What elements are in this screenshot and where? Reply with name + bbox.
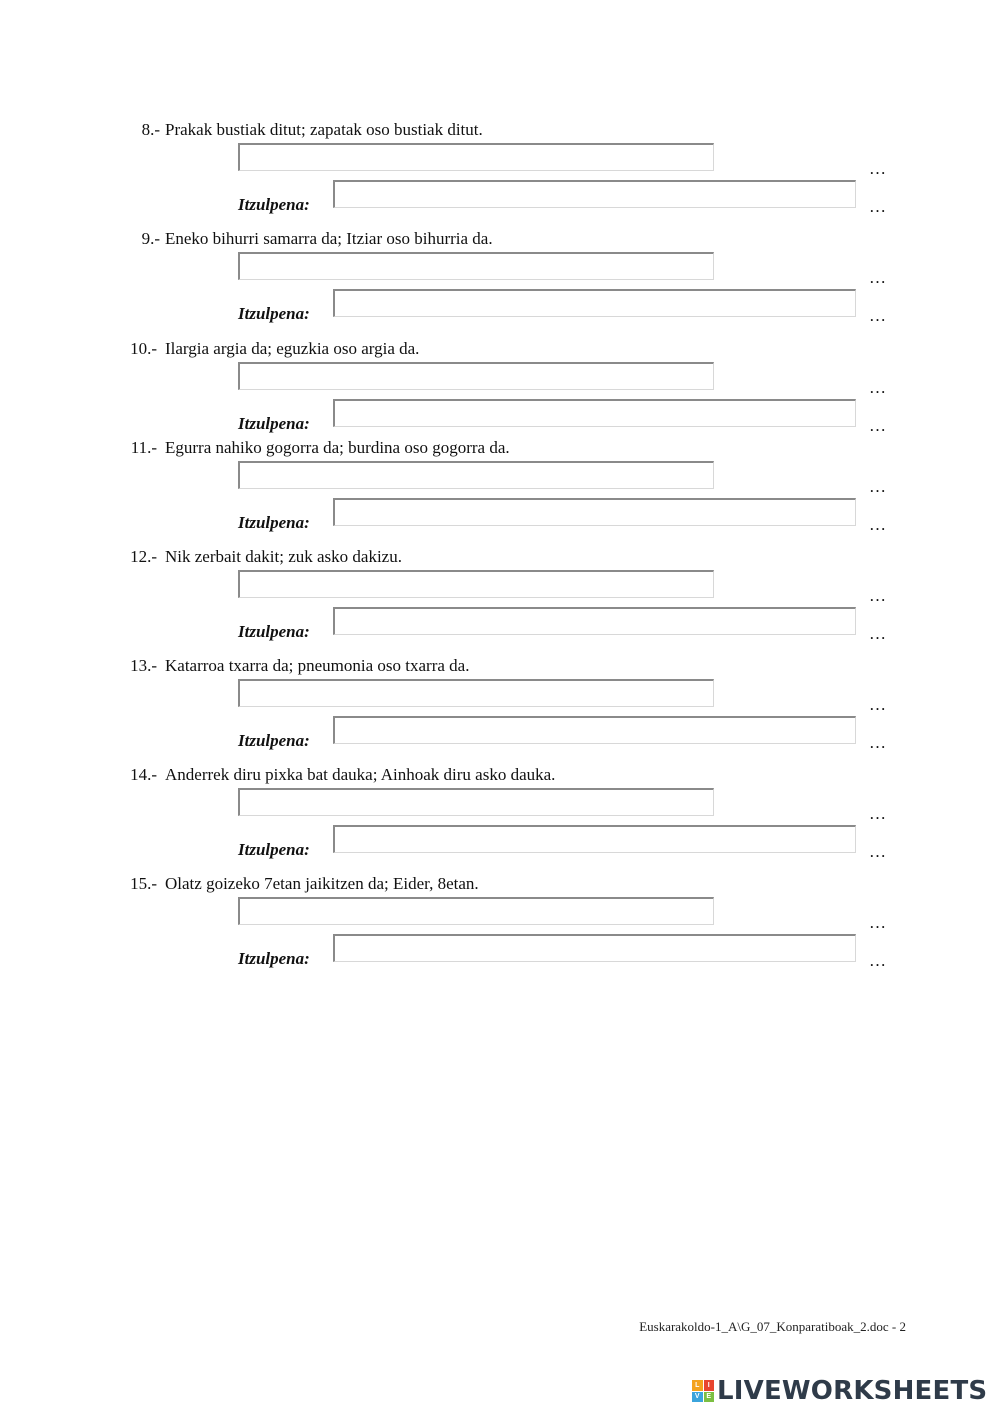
answer-input[interactable] — [238, 788, 714, 816]
exercise-sentence: Olatz goizeko 7etan jaikitzen da; Eider, 8etan. — [165, 874, 479, 893]
translation-input[interactable] — [333, 716, 856, 744]
translation-label: Itzulpena: — [238, 731, 310, 750]
translation-input[interactable] — [333, 399, 856, 427]
brand-name: LIVEWORKSHEETS — [717, 1376, 988, 1406]
translation-ellipsis: … — [869, 197, 886, 216]
exercise-number: 8.- — [141, 120, 160, 139]
translation-label: Itzulpena: — [238, 949, 310, 968]
exercise-sentence: Nik zerbait dakit; zuk asko dakizu. — [165, 547, 402, 566]
exercise-sentence: Ilargia argia da; eguzkia oso argia da. — [165, 339, 420, 358]
answer-input[interactable] — [238, 252, 714, 280]
exercise-8 — [0, 119, 1000, 229]
exercise-number: 10.- — [130, 339, 157, 358]
exercise-number: 15.- — [130, 874, 157, 893]
translation-ellipsis: … — [869, 306, 886, 325]
answer-ellipsis: … — [869, 586, 886, 605]
translation-input[interactable] — [333, 934, 856, 962]
translation-ellipsis: … — [869, 951, 886, 970]
logo-tile: L — [692, 1380, 703, 1391]
answer-input[interactable] — [238, 570, 714, 598]
answer-input[interactable] — [238, 461, 714, 489]
exercise-13 — [0, 655, 1000, 765]
answer-input[interactable] — [238, 679, 714, 707]
exercise-sentence: Prakak bustiak ditut; zapatak oso bustiak ditut. — [165, 120, 483, 139]
logo-tile: E — [704, 1392, 715, 1403]
translation-input[interactable] — [333, 180, 856, 208]
answer-input[interactable] — [238, 362, 714, 390]
exercise-15 — [0, 873, 1000, 983]
exercise-number: 9.- — [141, 229, 160, 248]
exercise-14 — [0, 764, 1000, 874]
liveworksheets-logo-icon — [692, 1380, 714, 1402]
exercise-sentence: Katarroa txarra da; pneumonia oso txarra da. — [165, 656, 470, 675]
answer-ellipsis: … — [869, 378, 886, 397]
exercise-9 — [0, 228, 1000, 338]
translation-input[interactable] — [333, 607, 856, 635]
translation-label: Itzulpena: — [238, 304, 310, 323]
translation-label: Itzulpena: — [238, 195, 310, 214]
exercise-sentence: Egurra nahiko gogorra da; burdina oso gogorra da. — [165, 438, 510, 457]
answer-ellipsis: … — [869, 913, 886, 932]
exercise-number: 12.- — [130, 547, 157, 566]
exercise-number: 11.- — [130, 438, 157, 457]
logo-tile: I — [704, 1380, 715, 1391]
exercise-sentence: Eneko bihurri samarra da; Itziar oso bihurria da. — [165, 229, 493, 248]
liveworksheets-brand — [692, 1375, 987, 1407]
answer-ellipsis: … — [869, 159, 886, 178]
exercise-10 — [0, 338, 1000, 448]
exercise-sentence: Anderrek diru pixka bat dauka; Ainhoak diru asko dauka. — [165, 765, 556, 784]
logo-tile: V — [692, 1392, 703, 1403]
answer-ellipsis: … — [869, 695, 886, 714]
translation-ellipsis: … — [869, 416, 886, 435]
translation-label: Itzulpena: — [238, 622, 310, 641]
exercise-11 — [0, 437, 1000, 547]
answer-input[interactable] — [238, 143, 714, 171]
answer-ellipsis: … — [869, 804, 886, 823]
document-reference: Euskarakoldo-1_A\G_07_Konparatiboak_2.doc - 2 — [639, 1319, 906, 1334]
translation-input[interactable] — [333, 825, 856, 853]
translation-ellipsis: … — [869, 624, 886, 643]
translation-label: Itzulpena: — [238, 414, 310, 433]
translation-ellipsis: … — [869, 842, 886, 861]
exercise-number: 13.- — [130, 656, 157, 675]
exercise-12 — [0, 546, 1000, 656]
translation-input[interactable] — [333, 498, 856, 526]
exercise-number: 14.- — [130, 765, 157, 784]
translation-input[interactable] — [333, 289, 856, 317]
translation-ellipsis: … — [869, 515, 886, 534]
translation-label: Itzulpena: — [238, 513, 310, 532]
translation-ellipsis: … — [869, 733, 886, 752]
translation-label: Itzulpena: — [238, 840, 310, 859]
answer-ellipsis: … — [869, 477, 886, 496]
answer-ellipsis: … — [869, 268, 886, 287]
answer-input[interactable] — [238, 897, 714, 925]
